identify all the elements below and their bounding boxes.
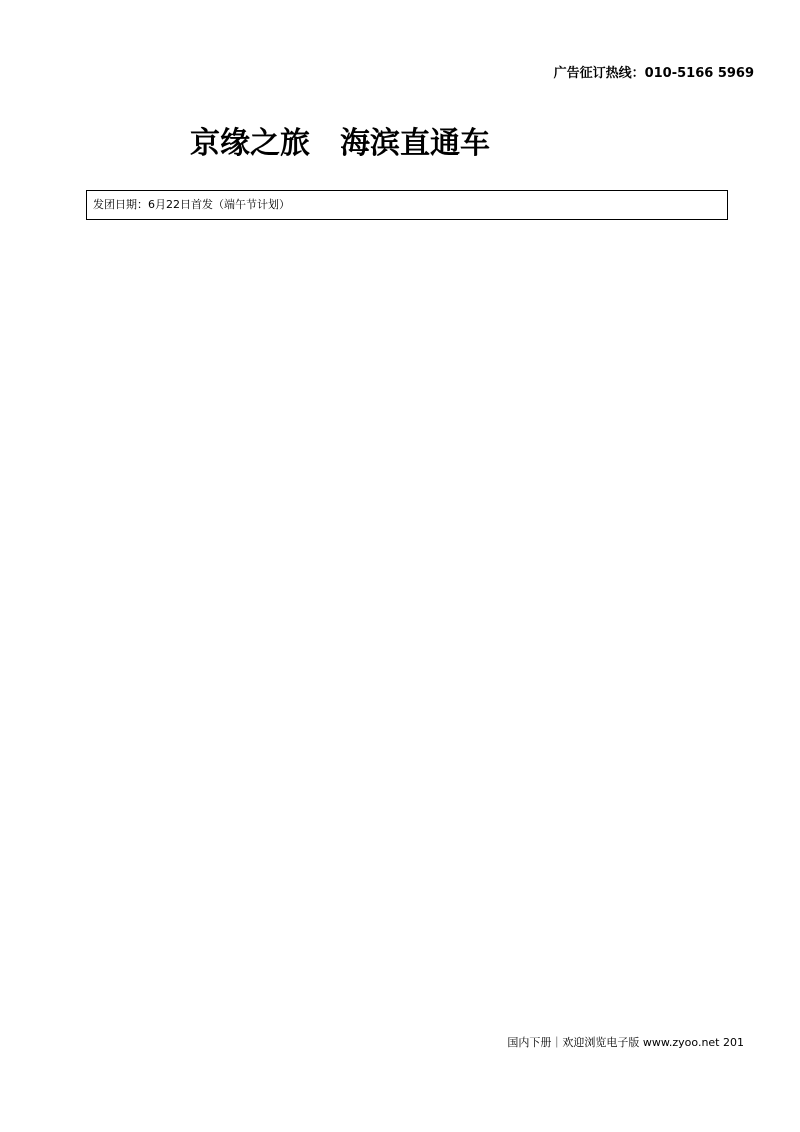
- title: 京缘之旅 海滨直通车: [190, 126, 490, 161]
- itinerary-text: 发团日期：6月22日首发（端午节计划）: [86, 190, 728, 220]
- hotline: 广告征订热线：010-5166 5969: [553, 66, 754, 81]
- footer: 国内下册｜欢迎浏览电子版 www.zyoo.net 201: [507, 1036, 744, 1049]
